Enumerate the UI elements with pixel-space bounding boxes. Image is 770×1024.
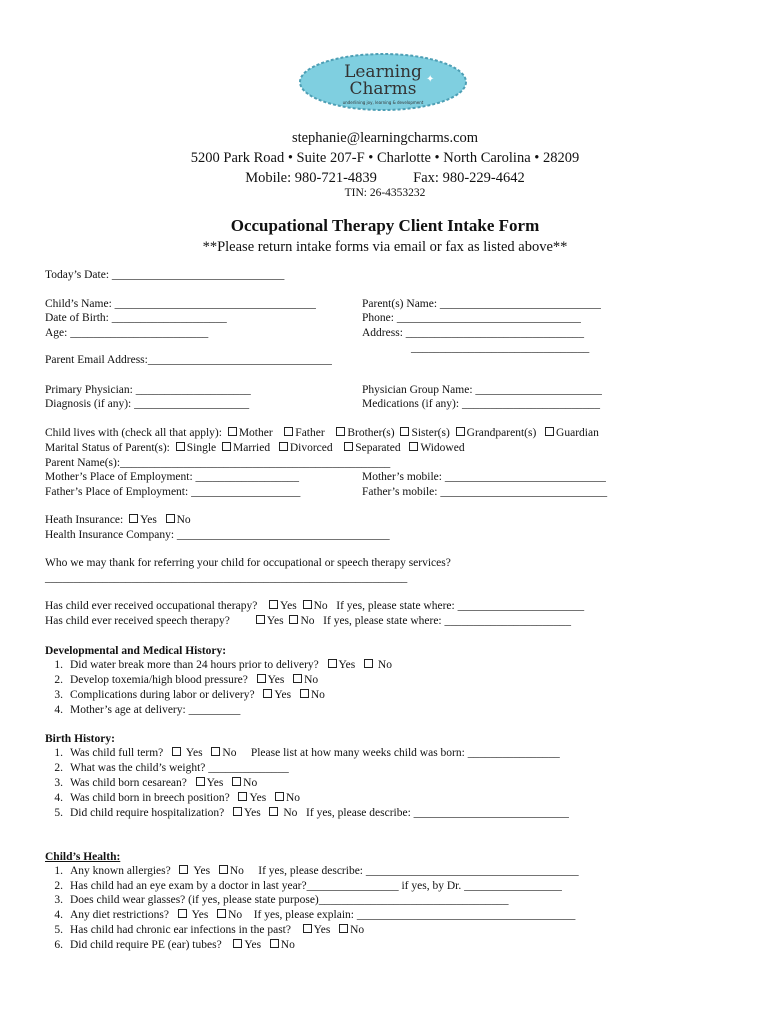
checkbox-ear-yes[interactable]	[303, 924, 312, 933]
health-item-5: 5. Has child had chronic ear infections in the past? Yes No	[54, 924, 365, 936]
phone-field[interactable]: Phone: ________________________________	[362, 312, 581, 324]
health-item-1: 1. Any known allergies? Yes No If yes, please describe: _____________________________________	[54, 865, 579, 877]
dev-history-heading: Developmental and Medical History:	[45, 645, 227, 657]
hospitalization-field[interactable]: If yes, please describe: ___________________________	[306, 807, 569, 819]
child-health-heading: Child’s Health:	[45, 851, 121, 863]
checkbox-brothers[interactable]	[336, 427, 345, 436]
checkbox-separated[interactable]	[344, 442, 353, 451]
page-subtitle: **Please return intake forms via email or fax as listed above**	[202, 239, 568, 255]
option-divorced: Divorced	[289, 442, 333, 454]
checkbox-dev1-no[interactable]	[364, 659, 373, 668]
option-guardian: Guardian	[556, 427, 599, 439]
checkbox-grandparents[interactable]	[456, 427, 465, 436]
physician-group-field[interactable]: Physician Group Name: ______________________	[362, 384, 602, 396]
checkbox-birth3-no[interactable]	[232, 777, 241, 786]
parent-name-field[interactable]: Parent(s) Name: ____________________________	[362, 298, 601, 310]
lives-with-label: Child lives with (check all that apply):	[45, 427, 222, 439]
no-label: No	[300, 615, 315, 627]
checkbox-st-no[interactable]	[289, 615, 298, 624]
st-question: Has child ever received speech therapy?	[45, 615, 230, 627]
star-icon: ✦	[426, 74, 435, 85]
allergy-field[interactable]: If yes, please describe: _____________________________________	[258, 865, 579, 877]
checkbox-birth3-yes[interactable]	[196, 777, 205, 786]
checkbox-tubes-yes[interactable]	[233, 939, 242, 948]
checkbox-ot-no[interactable]	[303, 600, 312, 609]
child-name-field[interactable]: Child’s Name: ___________________________________	[45, 298, 316, 310]
parent-names-field[interactable]: Parent Name(s):_______________________________________________	[45, 457, 391, 469]
logo-line1: Learning	[344, 62, 422, 82]
dev-item-4[interactable]: 4. Mother’s age at delivery: _________	[54, 704, 241, 716]
address-field[interactable]: Address: _______________________________	[362, 327, 585, 339]
checkbox-birth5-no[interactable]	[269, 807, 278, 816]
checkbox-guardian[interactable]	[545, 427, 554, 436]
checkbox-birth1-yes[interactable]	[172, 747, 181, 756]
option-single: Single	[186, 442, 217, 454]
option-sisters: Sister(s)	[411, 427, 450, 439]
dev-item-1: 1. Did water break more than 24 hours prior to delivery? Yes No	[54, 659, 392, 671]
checkbox-dev1-yes[interactable]	[328, 659, 337, 668]
marital-row	[45, 442, 465, 454]
yes-label: Yes	[279, 600, 297, 612]
checkbox-birth4-yes[interactable]	[238, 792, 247, 801]
medications-field[interactable]: Medications (if any): ________________________	[362, 398, 600, 410]
checkbox-divorced[interactable]	[279, 442, 288, 451]
ot-question: Has child ever received occupational therapy?	[45, 600, 258, 612]
insurance-no-label: No	[176, 514, 191, 526]
option-father: Father	[295, 427, 325, 439]
option-widowed: Widowed	[420, 442, 465, 454]
logo-tagline: underlining joy, learning & development	[342, 100, 424, 105]
checkbox-diet-yes[interactable]	[178, 909, 187, 918]
option-brothers: Brother(s)	[347, 427, 395, 439]
checkbox-married[interactable]	[222, 442, 231, 451]
checkbox-tubes-no[interactable]	[270, 939, 279, 948]
dev-item-2: 2. Develop toxemia/high blood pressure? Yes No	[54, 674, 319, 686]
checkbox-allergy-no[interactable]	[219, 865, 228, 874]
health-item-6: 6. Did child require PE (ear) tubes? Yes No	[54, 939, 295, 951]
checkbox-dev3-no[interactable]	[300, 689, 309, 698]
st-where-field[interactable]: If yes, please state where: ______________________	[323, 615, 571, 627]
checkbox-dev2-no[interactable]	[293, 674, 302, 683]
option-mother: Mother	[238, 427, 273, 439]
address-line2-field[interactable]: _______________________________	[411, 342, 590, 354]
ot-row	[45, 600, 584, 612]
age-field[interactable]: Age: ________________________	[45, 327, 209, 339]
checkbox-birth4-no[interactable]	[275, 792, 284, 801]
physician-field[interactable]: Primary Physician: ____________________	[45, 384, 251, 396]
todays-date-field[interactable]: Today’s Date: ______________________________	[45, 269, 285, 281]
checkbox-mother[interactable]	[228, 427, 237, 436]
st-row	[45, 615, 571, 627]
health-item-4: 4. Any diet restrictions? Yes No If yes, please explain: ______________________________________	[54, 909, 576, 921]
checkbox-st-yes[interactable]	[256, 615, 265, 624]
checkbox-insurance-no[interactable]	[166, 514, 175, 523]
birth-item-3: 3. Was child born cesarean? Yes No	[54, 777, 258, 789]
birth-item-2[interactable]: 2. What was the child’s weight? ______________	[54, 762, 289, 774]
birth-item-5: 5. Did child require hospitalization? Yes No If yes, please describe: ___________________________	[54, 807, 569, 819]
diet-field[interactable]: If yes, please explain: ______________________________________	[253, 909, 576, 921]
yes-label: Yes	[266, 615, 284, 627]
insurance-company-field[interactable]: Health Insurance Company: _____________________________________	[45, 529, 390, 541]
logo-line2: Charms	[349, 79, 417, 99]
checkbox-father[interactable]	[284, 427, 293, 436]
checkbox-sisters[interactable]	[400, 427, 409, 436]
dob-field[interactable]: Date of Birth: ____________________	[45, 312, 227, 324]
checkbox-single[interactable]	[176, 442, 185, 451]
checkbox-widowed[interactable]	[409, 442, 418, 451]
checkbox-diet-no[interactable]	[217, 909, 226, 918]
dev-item-3: 3. Complications during labor or delivery? Yes No	[54, 689, 325, 701]
checkbox-birth1-no[interactable]	[211, 747, 220, 756]
mother-mobile-field[interactable]: Mother’s mobile: ____________________________	[362, 471, 606, 483]
ot-where-field[interactable]: If yes, please state where: ______________________	[336, 600, 585, 612]
checkbox-ear-no[interactable]	[339, 924, 348, 933]
option-separated: Separated	[355, 442, 401, 454]
checkbox-birth5-yes[interactable]	[233, 807, 242, 816]
referral-question: Who we may thank for referring your child for occupational or speech therapy services?	[45, 557, 451, 569]
checkbox-ot-yes[interactable]	[269, 600, 278, 609]
birth-history-heading: Birth History:	[45, 733, 115, 745]
contact-address: 5200 Park Road • Suite 207-F • Charlotte • North Carolina • 28209	[190, 150, 580, 166]
page-title: Occupational Therapy Client Intake Form	[230, 216, 540, 235]
no-label: No	[313, 600, 328, 612]
logo-oval-icon	[298, 52, 468, 112]
tin: TIN: 26-4353232	[344, 187, 426, 199]
marital-label: Marital Status of Parent(s):	[45, 442, 170, 454]
lives-with-row	[45, 427, 599, 439]
checkbox-dev3-yes[interactable]	[263, 689, 272, 698]
learning-charms-logo	[298, 52, 468, 112]
birth-item-4: 4. Was child born in breech position? Yes No	[54, 792, 301, 804]
diagnosis-field[interactable]: Diagnosis (if any): ____________________	[45, 398, 250, 410]
parent-email-field[interactable]: Parent Email Address:________________________________	[45, 354, 332, 366]
insurance-row	[45, 514, 191, 526]
contact-phones: Mobile: 980-721-4839 Fax: 980-229-4642	[245, 170, 525, 186]
contact-email: stephanie@learningcharms.com	[291, 130, 479, 146]
insurance-label: Heath Insurance:	[45, 514, 124, 526]
mother-employment-field[interactable]: Mother’s Place of Employment: __________________	[45, 471, 300, 483]
birth-item-1: 1. Was child full term? Yes No Please list at how many weeks child was born: ________________	[54, 747, 560, 759]
checkbox-allergy-yes[interactable]	[179, 865, 188, 874]
referral-field[interactable]: _______________________________________________________________	[45, 572, 408, 584]
weeks-field[interactable]: Please list at how many weeks child was born: ________________	[250, 747, 560, 759]
health-item-3[interactable]: 3. Does child wear glasses? (if yes, please state purpose)_________________________________	[54, 894, 509, 906]
checkbox-insurance-yes[interactable]	[129, 514, 138, 523]
checkbox-dev2-yes[interactable]	[257, 674, 266, 683]
father-employment-field[interactable]: Father’s Place of Employment: ___________________	[45, 486, 301, 498]
insurance-yes-label: Yes	[140, 514, 157, 526]
health-item-2[interactable]: 2. Has child had an eye exam by a doctor in last year?________________ if yes, by Dr. _________________	[54, 880, 562, 892]
option-married: Married	[233, 442, 271, 454]
option-grandparents: Grandparent(s)	[466, 427, 537, 439]
father-mobile-field[interactable]: Father’s mobile: _____________________________	[362, 486, 608, 498]
